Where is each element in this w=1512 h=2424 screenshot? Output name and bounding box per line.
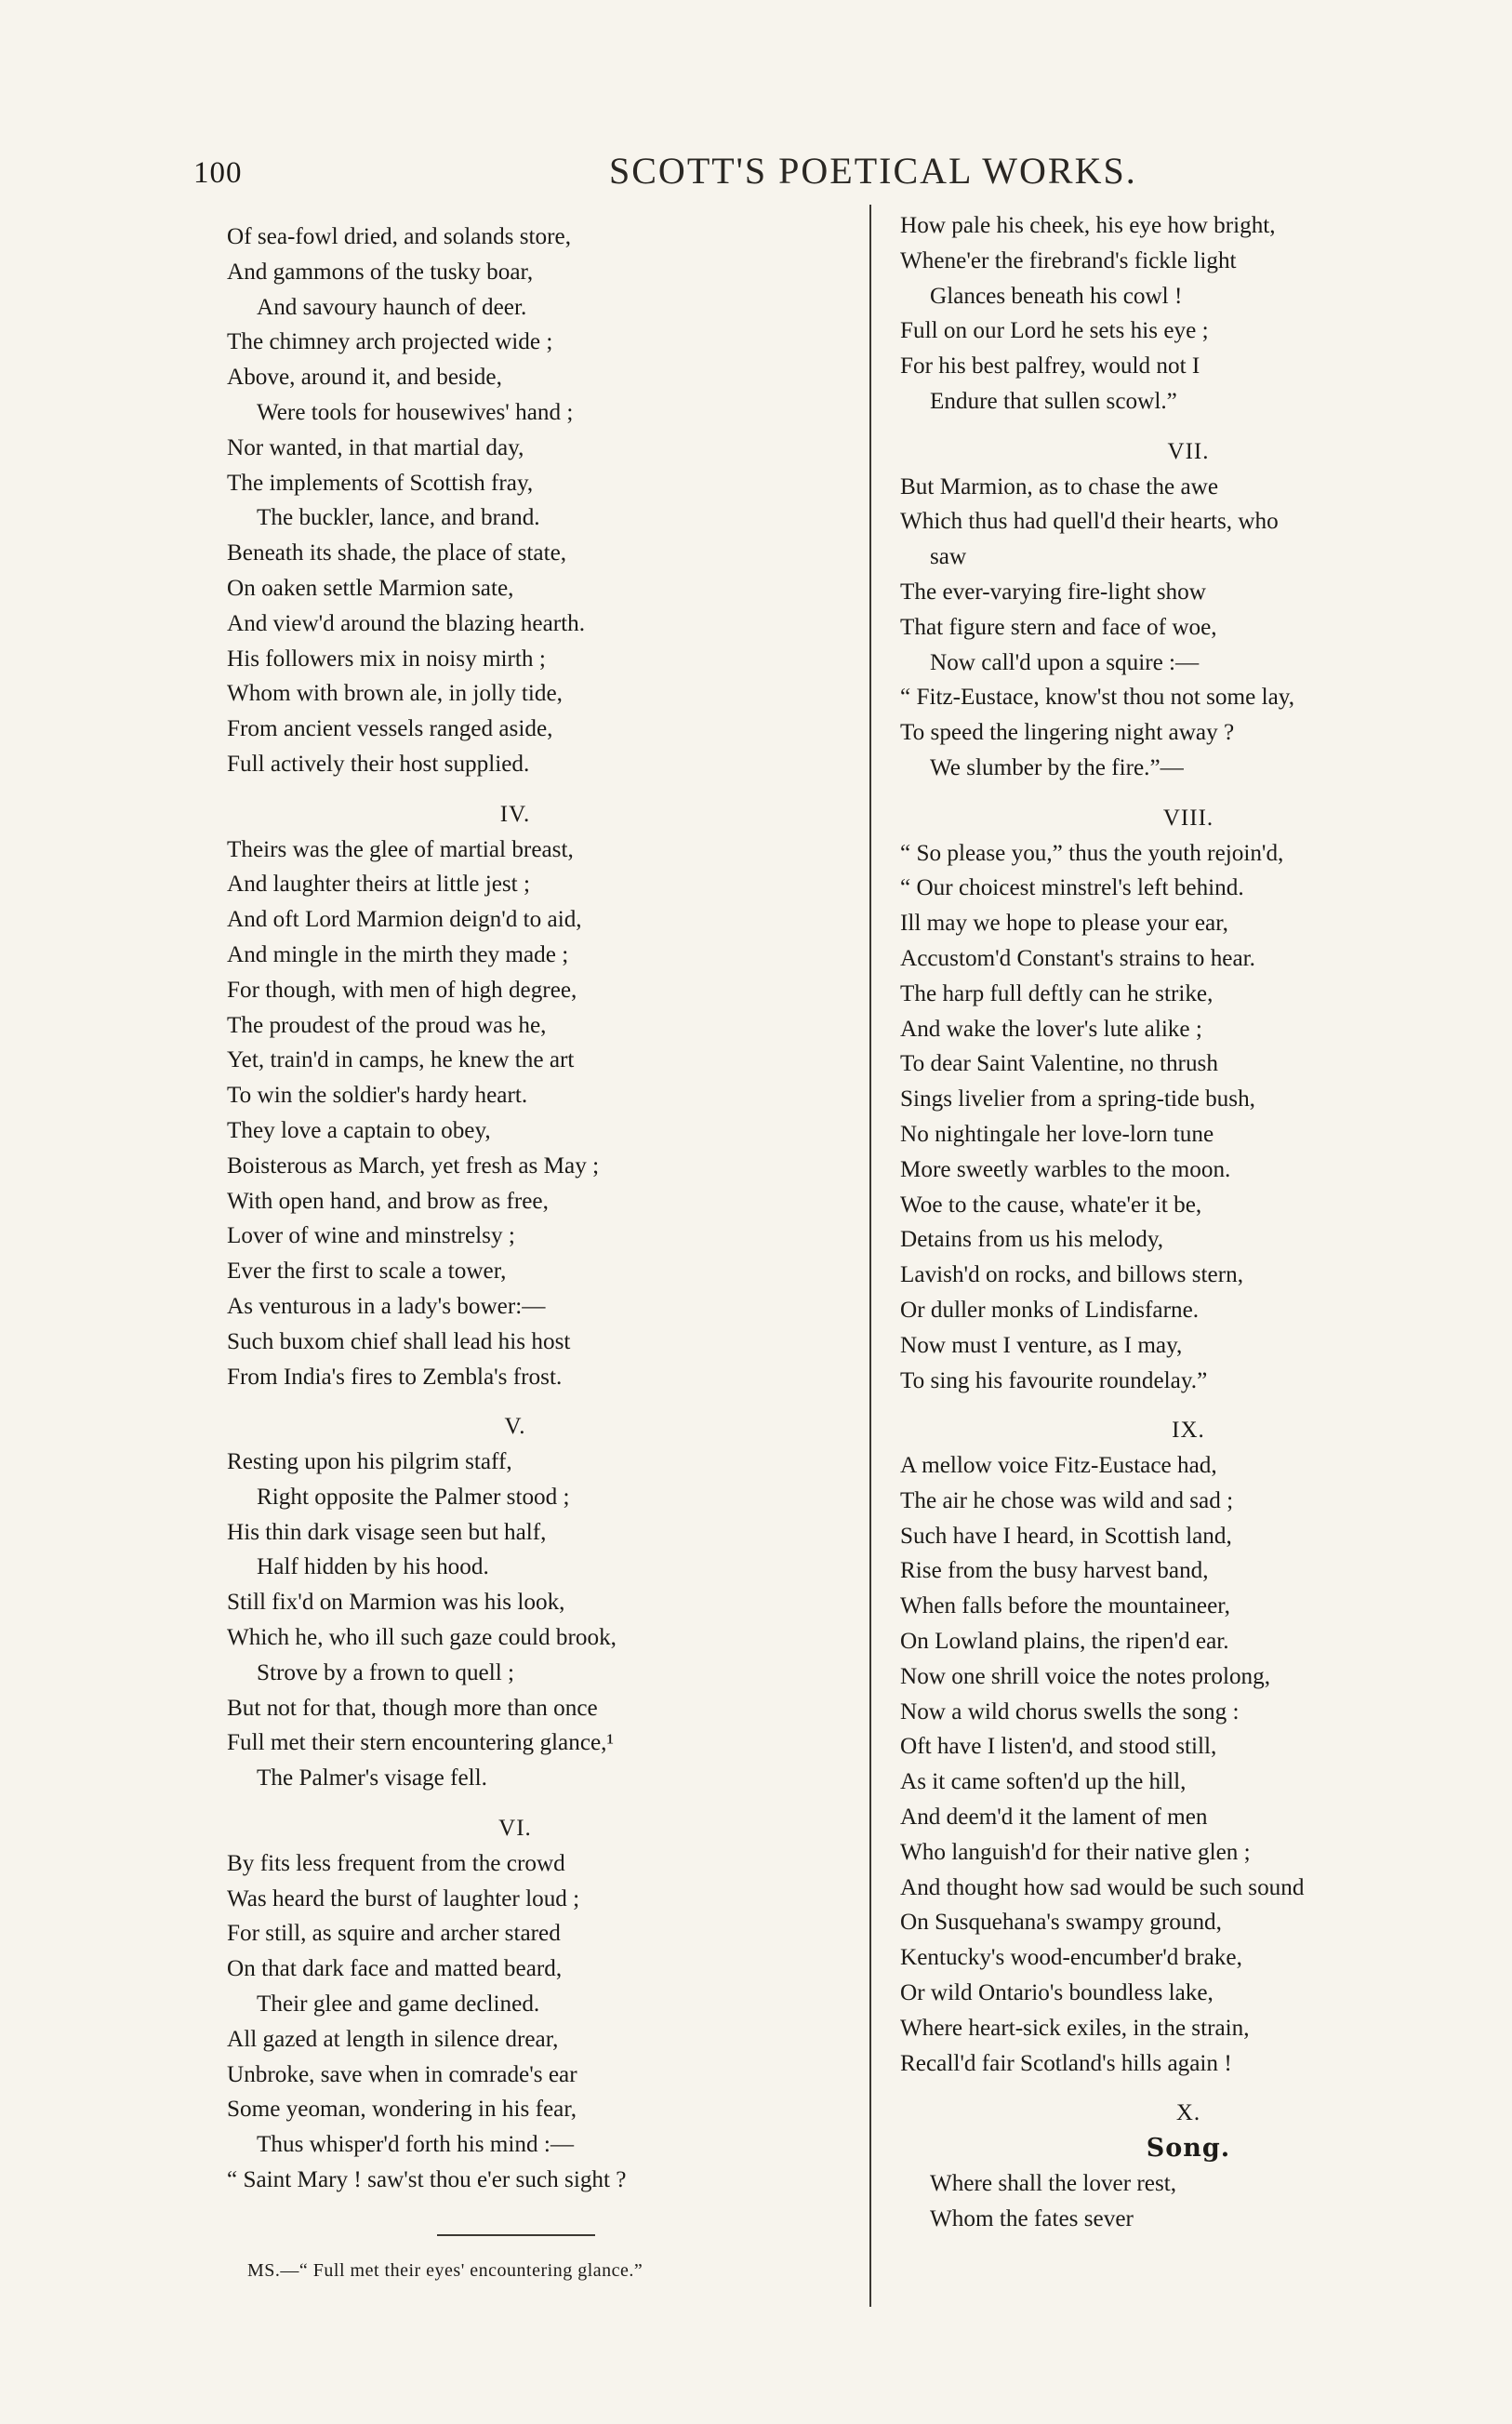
poem-line: To sing his favourite roundelay.” <box>900 1367 1208 1393</box>
poem-line: That figure stern and face of woe, <box>900 614 1217 640</box>
poem-line: All gazed at length in silence drear, <box>227 2026 559 2052</box>
stanza-numeral-ix: IX. <box>1172 1418 1205 1444</box>
poem-line: Endure that sullen scowl.” <box>930 388 1177 414</box>
poem-line: Lavish'd on rocks, and billows stern, <box>900 1262 1244 1288</box>
stanza-x <box>900 2166 1477 2237</box>
poem-line: The proudest of the proud was he, <box>227 1012 547 1038</box>
left-intro-lines <box>227 220 803 782</box>
poem-line: Accustom'd Constant's strains to hear. <box>900 945 1255 971</box>
poem-line: Half hidden by his hood. <box>257 1554 489 1580</box>
poem-line: Still fix'd on Marmion was his look, <box>227 1590 565 1616</box>
poem-line: Where shall the lover rest, <box>930 2171 1177 2197</box>
poem-line: As it came soften'd up the hill, <box>900 1769 1187 1795</box>
stanza-ix <box>900 1448 1477 2081</box>
footnote: MS.—“ Full met their eyes' encountering glance.” <box>247 2260 643 2281</box>
poem-line: Oft have I listen'd, and stood still, <box>900 1734 1217 1760</box>
poem-line: More sweetly warbles to the moon. <box>900 1156 1231 1182</box>
poem-line: Such have I heard, in Scottish land, <box>900 1523 1232 1549</box>
poem-line: Which he, who ill such gaze could brook, <box>227 1625 617 1651</box>
poem-line: Full actively their host supplied. <box>227 751 530 777</box>
poem-line: On Lowland plains, the ripen'd ear. <box>900 1629 1229 1655</box>
poem-line: On oaken settle Marmion sate, <box>227 575 514 601</box>
poem-line: Whom with brown ale, in jolly tide, <box>227 681 563 707</box>
poem-line: Whene'er the firebrand's fickle light <box>900 247 1237 273</box>
poem-line: And oft Lord Marmion deign'd to aid, <box>227 907 582 933</box>
poem-line: Who languish'd for their native glen ; <box>900 1839 1251 1865</box>
poem-line: Which thus had quell'd their hearts, who <box>900 509 1279 535</box>
stanza-vii <box>900 470 1477 786</box>
poem-line: The Palmer's visage fell. <box>257 1765 487 1791</box>
poem-line: His followers mix in noisy mirth ; <box>227 646 546 672</box>
running-title: SCOTT'S POETICAL WORKS. <box>609 150 1137 192</box>
poem-line: “ Saint Mary ! saw'st thou e'er such sight ? <box>227 2167 627 2193</box>
poem-line: The chimney arch projected wide ; <box>227 329 553 355</box>
poem-line: To speed the lingering night away ? <box>900 720 1235 746</box>
poem-line: Lover of wine and minstrelsy ; <box>227 1223 515 1249</box>
poem-line: But Marmion, as to chase the awe <box>900 473 1219 499</box>
poem-line: The air he chose was wild and sad ; <box>900 1487 1234 1513</box>
stanza-vi <box>227 1846 803 2198</box>
stanza-iv <box>227 832 803 1395</box>
page-number: 100 <box>193 156 243 190</box>
right-column <box>900 208 1477 2237</box>
poem-line: No nightingale her love-lorn tune <box>900 1121 1214 1147</box>
poem-line: Beneath its shade, the place of state, <box>227 540 567 566</box>
right-intro-lines <box>900 208 1477 420</box>
poem-line: Resting upon his pilgrim staff, <box>227 1449 512 1475</box>
poem-line: From ancient vessels ranged aside, <box>227 716 553 742</box>
stanza-numeral-vi: VI. <box>498 1816 532 1842</box>
poem-line: And laughter theirs at little jest ; <box>227 872 530 898</box>
poem-line: And gammons of the tusky boar, <box>227 259 534 285</box>
poem-line: They love a captain to obey, <box>227 1117 491 1143</box>
poem-line: And wake the lover's lute alike ; <box>900 1016 1202 1042</box>
poem-line: And thought how sad would be such sound <box>900 1874 1305 1900</box>
poem-line: Ever the first to scale a tower, <box>227 1259 507 1285</box>
poem-line: Recall'd fair Scotland's hills again ! <box>900 2050 1232 2076</box>
poem-line: For his best palfrey, would not I <box>900 353 1200 380</box>
poem-line: Where heart-sick exiles, in the strain, <box>900 2015 1250 2041</box>
poem-line: Such buxom chief shall lead his host <box>227 1328 571 1354</box>
poem-line: Now call'd upon a squire :— <box>930 649 1200 675</box>
poem-line: To dear Saint Valentine, no thrush <box>900 1051 1218 1077</box>
poem-line: Ill may we hope to please your ear, <box>900 911 1228 937</box>
poem-line: Their glee and game declined. <box>257 1991 540 2018</box>
poem-line: “ Our choicest minstrel's left behind. <box>900 875 1244 901</box>
poem-line: The harp full deftly can he strike, <box>900 980 1214 1006</box>
stanza-numeral-vii: VII. <box>1167 438 1210 464</box>
poem-line: As venturous in a lady's bower:— <box>227 1293 546 1319</box>
poem-line: Were tools for housewives' hand ; <box>257 399 574 425</box>
poem-line: For still, as squire and archer stared <box>227 1921 561 1947</box>
poem-line: Now must I venture, as I may, <box>900 1332 1183 1358</box>
poem-line: Nor wanted, in that martial day, <box>227 434 524 460</box>
stanza-viii <box>900 836 1477 1399</box>
poem-line: Yet, train'd in camps, he knew the art <box>227 1047 575 1073</box>
stanza-numeral-viii: VIII. <box>1162 805 1214 831</box>
poem-line: Whom the fates sever <box>930 2205 1134 2231</box>
poem-line: From India's fires to Zembla's frost. <box>227 1364 563 1390</box>
poem-line: But not for that, though more than once <box>227 1695 598 1721</box>
poem-line: Above, around it, and beside, <box>227 365 502 391</box>
poem-line: “ Fitz-Eustace, know'st thou not some lay, <box>900 685 1295 711</box>
poem-line: Right opposite the Palmer stood ; <box>257 1484 570 1510</box>
poem-line: Boisterous as March, yet fresh as May ; <box>227 1152 600 1179</box>
poem-line: His thin dark visage seen but half, <box>227 1519 547 1545</box>
poem-line: Detains from us his melody, <box>900 1227 1164 1253</box>
poem-line: Thus whisper'd forth his mind :— <box>257 2132 575 2158</box>
poem-line: The buckler, lance, and brand. <box>257 505 540 531</box>
poem-line: Now one shrill voice the notes prolong, <box>900 1663 1271 1689</box>
poem-line: By fits less frequent from the crowd <box>227 1850 565 1876</box>
poem-line: Now a wild chorus swells the song : <box>900 1698 1240 1725</box>
poem-line: Kentucky's wood-encumber'd brake, <box>900 1945 1242 1971</box>
poem-line: To win the soldier's hardy heart. <box>227 1083 528 1109</box>
stanza-numeral-v: V. <box>504 1414 526 1440</box>
left-column <box>227 220 803 2198</box>
poem-line: Was heard the burst of laughter loud ; <box>227 1885 580 1911</box>
poem-line: The ever-varying fire-light show <box>900 579 1206 605</box>
poem-line: Full on our Lord he sets his eye ; <box>900 318 1209 344</box>
poem-line: Sings livelier from a spring-tide bush, <box>900 1086 1255 1112</box>
poem-line: And mingle in the mirth they made ; <box>227 941 569 967</box>
poem-line: A mellow voice Fitz-Eustace had, <box>900 1453 1217 1479</box>
poem-line: Some yeoman, wondering in his fear, <box>227 2097 577 2123</box>
poem-line: And deem'd it the lament of men <box>900 1805 1208 1831</box>
poem-line: For though, with men of high degree, <box>227 977 577 1003</box>
poem-line: The implements of Scottish fray, <box>227 470 534 496</box>
poem-line: And view'd around the blazing hearth. <box>227 610 586 636</box>
column-divider <box>869 205 871 2307</box>
poem-line: Theirs was the glee of martial breast, <box>227 836 574 862</box>
poem-line: Full met their stern encountering glance,¹ <box>227 1730 615 1756</box>
stanza-numeral-iv: IV. <box>499 801 531 827</box>
poem-line: How pale his cheek, his eye how bright, <box>900 213 1276 238</box>
poem-line: With open hand, and brow as free, <box>227 1188 549 1214</box>
poem-line: saw <box>930 544 967 570</box>
poem-line: Strove by a frown to quell ; <box>257 1659 515 1685</box>
poem-line: Of sea-fowl dried, and solands store, <box>227 224 572 249</box>
poem-line: On that dark face and matted beard, <box>227 1956 563 1982</box>
poem-line: Or duller monks of Lindisfarne. <box>900 1297 1200 1323</box>
footnote-rule <box>437 2234 595 2236</box>
poem-line: Glances beneath his cowl ! <box>930 283 1183 309</box>
poem-line: And savoury haunch of deer. <box>257 294 527 320</box>
poem-line: Or wild Ontario's boundless lake, <box>900 1980 1214 2006</box>
poem-line: When falls before the mountaineer, <box>900 1593 1230 1619</box>
stanza-numeral-x: X. <box>1175 2100 1201 2126</box>
poem-line: On Susquehana's swampy ground, <box>900 1910 1222 1936</box>
poem-line: We slumber by the fire.”— <box>930 754 1184 780</box>
poem-line: Rise from the busy harvest band, <box>900 1558 1209 1584</box>
poem-line: “ So please you,” thus the youth rejoin'd, <box>900 840 1284 866</box>
song-heading: Song. <box>1146 2134 1231 2164</box>
poem-line: Unbroke, save when in comrade's ear <box>227 2061 577 2087</box>
stanza-v <box>227 1445 803 1796</box>
poem-line: Woe to the cause, whate'er it be, <box>900 1192 1202 1218</box>
